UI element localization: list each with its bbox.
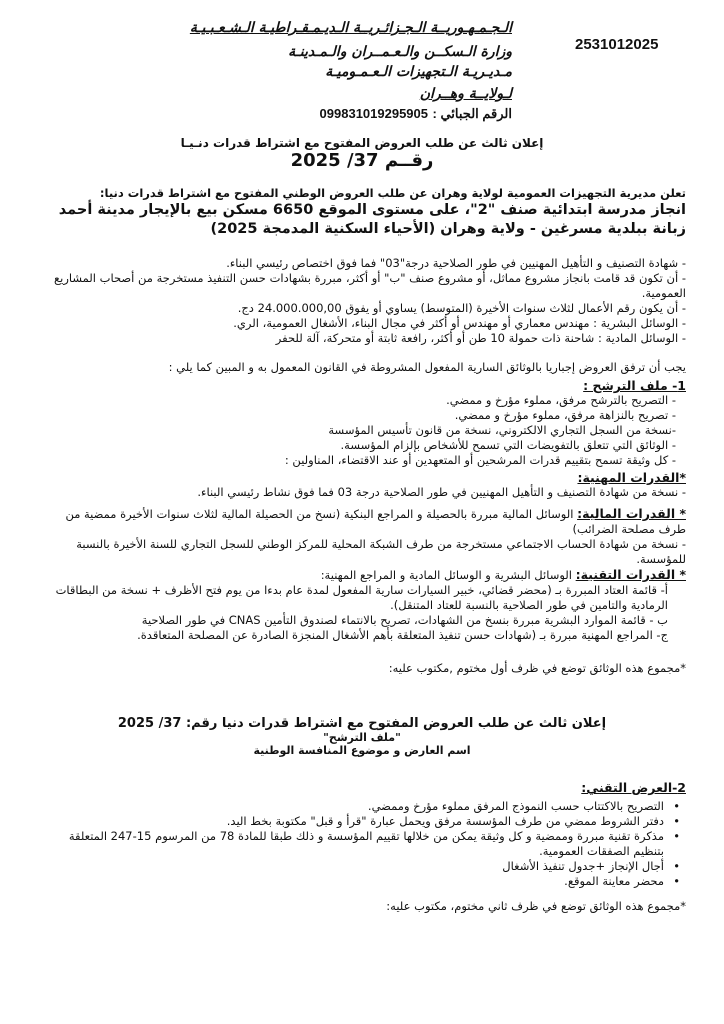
section-2-list	[36, 799, 686, 889]
reference-number: 2531012025	[575, 36, 659, 53]
project-title: انجاز مدرسة ابتدائية صنف "2"، على مستوى الموقع 6650 مسكن بيع بالإيجار مدينة أحمد زبانة ببلدية مسرغين - ولاية وهران (الأحياء السكنية المدمجة 2025)	[58, 202, 686, 237]
technical-item-a: أ- قائمة العتاد المبررة بـ (محضر قضائي، خبير السيارات سارية المفعول لمدة عام بدءا من يوم فتح الأظرف + نسخة من البطاقات الرمادية والتامين في طور الصلاحية بالنسبة للعتاد المتنقل).	[55, 583, 668, 612]
directorate-header: مـديـريـة الـتجهيزات الـعـمـوميـة	[325, 64, 512, 80]
intro-lead: تعلن مديرية التجهيزات العمومية لولاية وهران عن طلب العروض الوطني المفتوح مع اشتراط قدرات دنيا:	[99, 186, 686, 200]
candidacy-item: -نسخة من السجل التجاري الالكتروني، نسخة من قانون تأسيس المؤسسة	[328, 423, 676, 437]
requirement-item: - أن يكون رقم الأعمال لثلاث سنوات الأخيرة (المتوسط) يساوي أو يفوق 24.000.000,00 دج.	[237, 301, 686, 315]
republic-header: الـجـمـهـوريــة الـجـزائـريــة الـديـمـقـراطيـة الـشـعـبـيـة	[189, 20, 512, 36]
tax-id	[320, 106, 512, 122]
technical-offer-item: • دفتر الشروط ممضي من طرف المؤسسة مرفق ويحمل عبارة "قرأ و قبل" مكتوبة بخط اليد.	[36, 814, 686, 829]
financial-capacity-text: الوسائل المالية مبررة بالحصيلة و المراجع البنكية (نسخ من الحصيلة المالية لثلاث سنوات الأخيرة ممضية من طرف مصلحة الضرائب)	[65, 507, 686, 536]
requirements-list	[36, 256, 686, 346]
first-envelope-note: *مجموع هذه الوثائق توضع في ظرف أول مختوم ,مكتوب عليه:	[388, 661, 686, 675]
technical-offer-item: • التصريح بالاكتتاب حسب النموذج المرفق مملوء مؤرخ وممضي.	[36, 799, 686, 814]
technical-offer-item: • أجال الإنجاز +جدول تنفيذ الأشغال	[36, 859, 686, 874]
technical-offer-item: • مذكرة تقنية مبررة وممضية و كل وثيقة يمكن من خلالها تقييم المؤسسة و ذلك طبقا للمادة 78 من المرسوم 15-247 المتعلقة بتنظيم الصفقات العمومية.	[36, 829, 686, 859]
candidacy-item: - تصريح بالنزاهة مرفق، مملوء مؤرخ و ممضي.	[454, 408, 676, 422]
tax-id-label: الرقم الجبائي :	[432, 106, 512, 121]
requirement-item: - الوسائل البشرية : مهندس معماري أو مهندس أو أكثر في مجال البناء، الأشغال العمومية، الري.	[233, 316, 686, 330]
requirement-item: - شهادة التصنيف و التأهيل المهنيين في طور الصلاحية درجة"03" فما فوق اختصاص رئيسي البناء.	[226, 256, 686, 270]
technical-capacity-title: * القدرات التقنية:	[575, 567, 686, 582]
ministry-header: وزارة الـسكــن والـعـمــران والـمـدينـة	[288, 44, 512, 60]
technical-item-c: ج- المراجع المهنية مبررة بـ (شهادات حسن تنفيذ المتعلقة بأهم الأشغال المنجزة الصادرة عن المصلحة المتعاقدة.	[137, 628, 668, 642]
tax-id-value: 099831019295905	[319, 106, 428, 121]
technical-offer-item: • محضر معاينة الموقع.	[36, 874, 686, 889]
technical-capacity-text: الوسائل البشرية و الوسائل المادية و المراجع المهنية:	[320, 568, 572, 582]
candidacy-item: - الوثائق التي تتعلق بالتفويضات التي تسمح للأشخاص بإلزام المؤسسة.	[340, 438, 676, 452]
section-2	[36, 780, 686, 914]
technical-item-b: ب - قائمة الموارد البشرية مبررة بنسخ من الشهادات، تصريح بالانتماء لصندوق التأمين CNAS في طور الصلاحية	[141, 613, 668, 627]
professional-capacity-title: *القدرات المهنية:	[577, 470, 686, 485]
second-envelope-note: *مجموع هذه الوثائق توضع في ظرف ثاني مختوم، مكتوب عليه:	[386, 899, 686, 913]
section-2-title: 2-العرض التقني:	[581, 780, 686, 795]
requirement-item: - أن تكون قد قامت بانجاز مشروع مماثل، أو مشروع صنف "ب" أو أكثر، مبررة بشهادات حسن التنفيذ مستخرجة من أصحاب المشاريع العمومية.	[54, 271, 686, 300]
candidacy-item: - كل وثيقة تسمح بتقييم قدرات المرشحين أو المتعهدين أو عند الاقتضاء، المناولين :	[284, 453, 676, 467]
stamp-line-2: "ملف الترشح"	[323, 731, 401, 744]
requirement-item: - الوسائل المادية : شاحنة ذات حمولة 10 طن أو أكثر، رافعة ثابتة أو متحركة، آلة للحفر	[275, 331, 686, 345]
financial-capacity-text-2: - نسخة من شهادة الحساب الاجتماعي مستخرجة من طرف الشبكة المحلية للمركز الوطني للسجل التجاري للسنة الأخيرة بالنسبة للمؤسسة.	[76, 537, 686, 566]
professional-capacity-text: - نسخة من شهادة التصنيف و التأهيل المهنيين في طور الصلاحية درجة 03 فما فوق نشاط رئيسي البناء.	[197, 485, 686, 499]
announcement-title: إعلان ثالث عن طلب العروض المفتوح مع اشتراط قدرات دنـيـا	[180, 136, 544, 150]
stamp-line-1: إعلان ثالث عن طلب العروض المفتوح مع اشتراط قدرات دنيا رقم: 37/ 2025	[117, 716, 607, 731]
financial-capacity	[36, 506, 686, 537]
stamp-line-3: اسم العارض و موضوع المنافسة الوطنية	[253, 744, 471, 757]
wilaya-header: لـولايــة وهــران	[419, 86, 512, 102]
section-1	[36, 378, 686, 676]
technical-capacity	[36, 567, 686, 583]
section-1-list	[36, 393, 686, 468]
announcement-number: رقــم 37/ 2025	[290, 150, 434, 171]
envelope-stamp	[0, 716, 724, 757]
financial-capacity-title: * القدرات المالية:	[577, 506, 686, 521]
candidacy-item: - التصريح بالترشح مرفق، مملوء مؤرخ و ممضي.	[446, 393, 676, 407]
section-1-title: 1- ملف الترشح :	[583, 378, 686, 393]
must-attach-note: يجب أن ترفق العروض إجباريا بالوثائق السارية المفعول المشروطة في القانون المعمول به و المبين كما يلي :	[168, 360, 686, 374]
intro-block	[36, 186, 686, 239]
